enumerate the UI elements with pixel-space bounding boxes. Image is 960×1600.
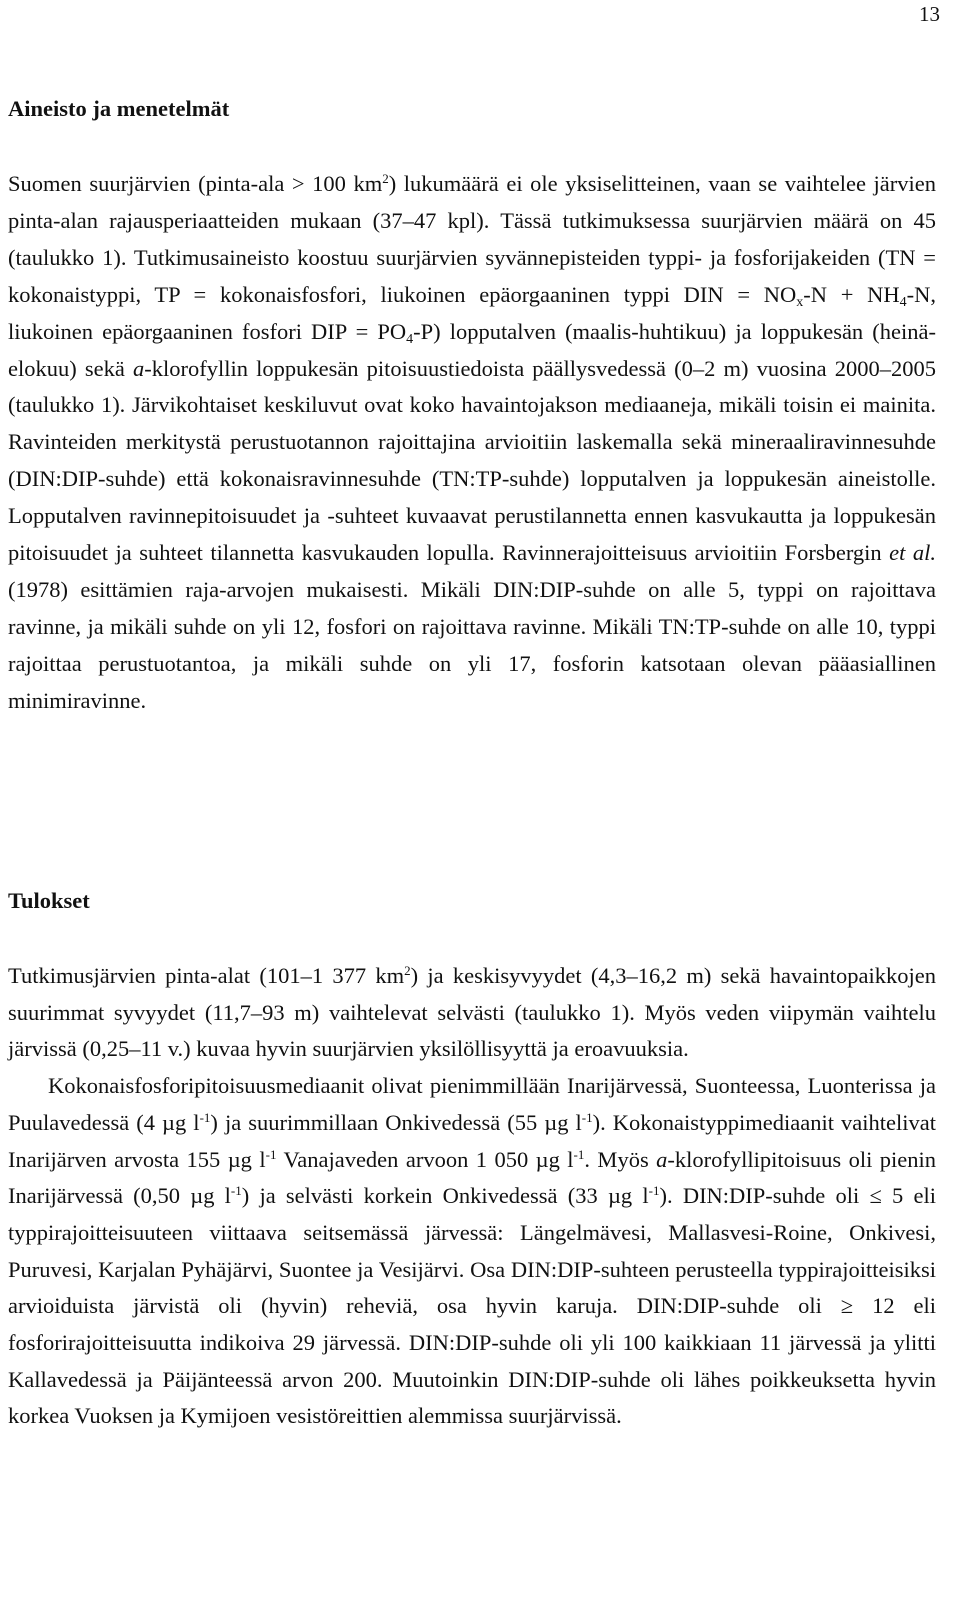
- text-run: -N, liukoinen epäorgaaninen fosfori DIP = PO: [8, 281, 936, 344]
- superscript: -1: [648, 1183, 660, 1199]
- text-run: Kokonaisfosforipitoisuusmediaanit olivat pienimmillään Inarijärvessä, Suonteessa, Luonterissa ja Puulavedessä (4 µg l: [8, 1073, 936, 1135]
- text-run: ). DIN:DIP-suhde oli ≤ 5 eli typpirajoitteisuuteen viittaava seitsemässä järvessä: Längelmävesi, Mallasvesi-Roine, Onkivesi, Puruvesi, Karjalan Pyhäjärvi, Suontee ja Vesijärvi. Osa DIN:DIP-suhteen perusteella typpirajoitteisiksi arvioiduista järvistä oli (hyvin) reheviä, osa hyvin karuja. DIN:DIP-suhde oli ≥ 12 eli fosforirajoitteisuutta indikoiva 29 järvessä. DIN:DIP-suhde oli yli 100 kaikkiaan 11 järvessä ja ylitti Kallavedessä ja Päijänteessä arvon 200. Muutoinkin DIN:DIP-suhde oli lähes poikkeuksetta hyvin korkea Vuoksen ja Kymijoen vesistöreittien alemmissa suurjärvissä.: [8, 1183, 936, 1429]
- superscript: -1: [199, 1109, 211, 1125]
- methods-paragraph: [8, 166, 936, 720]
- text-run: -N + NH: [803, 281, 900, 307]
- text-run: ) ja keskisyvyydet (4,3–16,2 m) sekä havaintopaikkojen suurimmat syvyydet (11,7–93 m) vaihtelevat selvästi (taulukko 1). Myös veden viipymän vaihtelu järvissä (0,25–11 v.) kuvaa hyvin suurjärvien yksilöllisyyttä ja eroavuuksia.: [8, 963, 936, 1062]
- text-run: ). Kokonaistyppimediaanit vaihtelivat Inarijärven arvosta 155 µg l: [8, 1109, 937, 1172]
- superscript: -1: [230, 1183, 242, 1199]
- text-run: . Myös: [584, 1146, 657, 1172]
- text-run: Tutkimusjärvien pinta-alat (101–1 377 km: [8, 963, 405, 988]
- superscript: -1: [581, 1109, 593, 1125]
- text-run: (1978) esittämien raja-arvojen mukaisesti. Mikäli DIN:DIP-suhde on alle 5, typpi on rajoittava ravinne, ja mikäli suhde on yli 12, fosfori on rajoittava ravinne. Mikäli TN:TP-suhde on alle 10, typpi rajoittaa perustuotantoa, ja mikäli suhde on yli 17, fosforin katsotaan olevan pääasiallinen minimiravinne.: [8, 576, 936, 713]
- text-run: -klorofyllin loppukesän pitoisuustiedoista päällysvedessä (0–2 m) vuosina 2000–2005 (taulukko 1). Järvikohtaiset keskiluvut ovat koko havaintojakson mediaaneja, mikäli toisin ei mainita. Ravinteiden merkitystä perustuotannon rajoittajina arvioitiin laskemalla sekä mineraaliravinnesuhde (DIN:DIP-suhde) että kokonaisravinnesuhde (TN:TP-suhde) lopputalven ja loppukesän aineistolle. Lopputalven ravinnepitoisuudet ja -suhteet kuvaavat perustilannetta ennen kasvukautta ja loppukesän pitoisuudet ja suhteet tilannetta kasvukauden lopulla. Ravinnerajoitteisuus arvioitiin Forsbergin: [8, 355, 936, 566]
- text-run: ) lukumäärä ei ole yksiselitteinen, vaan se vaihtelee järvien pinta-alan rajausperiaatteiden mukaan (37–47 kpl). Tässä tutkimuksessa suurjärvien määrä on 45 (taulukko 1). Tutkimusaineisto koostuu suurjärvien syvännepisteiden typpi- ja fosforijakeiden (TN = kokonaistyppi, TP = kokonaisfosfori, liukoinen epäorgaaninen typpi DIN = NO: [8, 171, 936, 307]
- page-number: 13: [919, 2, 940, 26]
- text-run: ) ja selvästi korkein Onkivedessä (33 µg l: [241, 1183, 649, 1209]
- section-heading-results: Tulokset: [8, 888, 90, 913]
- italic-text: a: [656, 1146, 668, 1172]
- text-run: -klorofyllipitoisuus oli pienin Inarijärvessä (0,50 µg l: [8, 1146, 936, 1209]
- superscript: -1: [265, 1146, 277, 1162]
- superscript: 2: [382, 171, 389, 186]
- text-run: Vanajaveden arvoon 1 050 µg l: [276, 1146, 574, 1172]
- section-heading-methods: Aineisto ja menetelmät: [8, 96, 230, 121]
- results-paragraph: [8, 958, 936, 1435]
- italic-text: et al.: [889, 540, 936, 566]
- superscript: 2: [404, 963, 411, 978]
- text-run: Suomen suurjärvien (pinta-ala > 100 km: [8, 171, 383, 196]
- italic-text: a: [132, 355, 145, 381]
- superscript: -1: [573, 1146, 585, 1162]
- subscript: x: [796, 294, 804, 310]
- text-run: -P) lopputalven (maalis-huhtikuu) ja loppukesän (heinä-elokuu) sekä: [8, 318, 936, 381]
- text-run: ) ja suurimmillaan Onkivedessä (55 µg l: [210, 1109, 582, 1135]
- subscript: 4: [406, 331, 414, 347]
- subscript: 4: [899, 294, 907, 310]
